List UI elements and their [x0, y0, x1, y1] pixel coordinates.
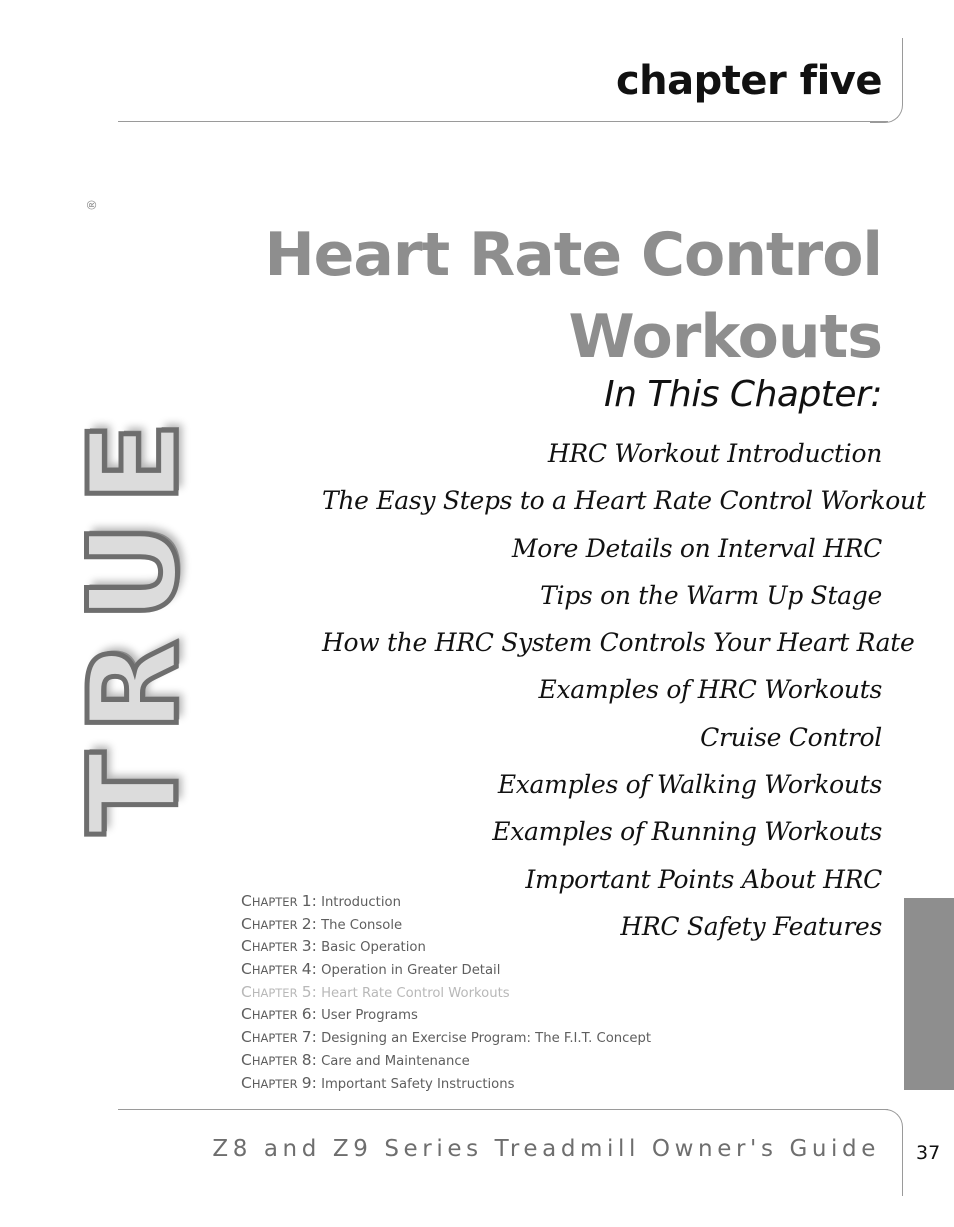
- footer-rule: [118, 1109, 888, 1110]
- registered-mark: ®: [85, 199, 99, 211]
- chapter-label-rest: HAPTER: [251, 917, 298, 932]
- chapter-title: Designing an Exercise Program: The F.I.T. Concept: [321, 1031, 652, 1047]
- chapter-number: 2:: [301, 914, 317, 933]
- chapter-link-4[interactable]: [241, 958, 651, 981]
- chapter-label-initial: C: [241, 1028, 252, 1047]
- contents-item[interactable]: Examples of Walking Workouts: [497, 770, 882, 800]
- chapter-label-initial: C: [241, 1073, 252, 1092]
- chapter-title: Introduction: [321, 895, 401, 910]
- contents-item[interactable]: Examples of HRC Workouts: [538, 675, 882, 705]
- chapter-link-1[interactable]: [241, 890, 651, 913]
- title-line-2: Workouts: [568, 302, 882, 372]
- chapter-label-rest: HAPTER: [251, 895, 298, 909]
- chapter-link-2[interactable]: [241, 913, 651, 936]
- chapter-label-initial: C: [241, 982, 252, 1001]
- chapter-label-rest: HAPTER: [251, 985, 298, 1000]
- chapter-navigation: [241, 890, 651, 1094]
- page-number: 37: [916, 1142, 941, 1164]
- chapter-number: 4:: [301, 960, 317, 979]
- chapter-label-rest: HAPTER: [251, 1008, 298, 1023]
- chapter-title: Basic Operation: [321, 940, 426, 956]
- page-title: [262, 214, 882, 378]
- footer-bracket: [884, 1109, 903, 1196]
- chapter-label-initial: C: [241, 892, 252, 910]
- chapter-number: 1:: [301, 892, 317, 910]
- contents-item[interactable]: More Details on Interval HRC: [511, 533, 882, 563]
- chapter-label-initial: C: [241, 960, 252, 979]
- chapter-title: Heart Rate Control Workouts: [321, 985, 510, 1001]
- title-line-1: Heart Rate Control: [264, 220, 882, 290]
- chapter-title: Operation in Greater Detail: [321, 963, 501, 979]
- chapter-label-rest: HAPTER: [251, 963, 298, 978]
- chapter-side-tab: [904, 898, 954, 1090]
- logo-text: TRUE: [63, 403, 205, 835]
- contents-item[interactable]: Important Points About HRC: [525, 864, 882, 894]
- chapter-title: User Programs: [321, 1008, 418, 1024]
- chapter-title: Care and Maintenance: [321, 1053, 470, 1069]
- contents-item[interactable]: Cruise Control: [700, 722, 882, 752]
- chapter-title: The Console: [321, 917, 403, 933]
- contents-item[interactable]: Examples of Running Workouts: [492, 817, 882, 847]
- chapter-label: chapter five: [615, 58, 882, 104]
- chapter-number: 5:: [301, 982, 317, 1001]
- chapter-number: 3:: [301, 937, 317, 956]
- chapter-link-8[interactable]: [241, 1049, 651, 1072]
- contents-item[interactable]: Tips on the Warm Up Stage: [540, 580, 882, 610]
- chapter-label-rest: HAPTER: [251, 1053, 298, 1068]
- contents-item[interactable]: HRC Workout Introduction: [547, 439, 882, 468]
- true-logo: [63, 196, 205, 1042]
- chapter-number: 8:: [301, 1050, 317, 1069]
- guide-title: Z8 and Z9 Series Treadmill Owner's Guide: [212, 1136, 880, 1162]
- chapter-label-initial: C: [241, 1005, 252, 1024]
- chapter-link-3[interactable]: [241, 935, 651, 958]
- contents-item[interactable]: The Easy Steps to a Heart Rate Control Workout: [322, 486, 926, 516]
- chapter-number: 9:: [301, 1073, 317, 1092]
- chapter-link-7[interactable]: [241, 1026, 651, 1049]
- chapter-link-5[interactable]: [241, 981, 651, 1004]
- chapter-link-9[interactable]: [241, 1072, 651, 1095]
- chapter-label-rest: HAPTER: [251, 940, 298, 955]
- header-rule: [118, 121, 888, 122]
- chapter-label-rest: HAPTER: [251, 1076, 298, 1091]
- contents-item[interactable]: How the HRC System Controls Your Heart Rate: [322, 628, 915, 658]
- chapter-link-6[interactable]: [241, 1003, 651, 1026]
- chapter-contents-list: [322, 430, 926, 950]
- chapter-number: 6:: [301, 1005, 317, 1024]
- chapter-title: Important Safety Instructions: [321, 1076, 515, 1092]
- chapter-label-initial: C: [241, 914, 252, 933]
- chapter-number: 7:: [301, 1028, 317, 1047]
- chapter-label-initial: C: [241, 1050, 252, 1069]
- in-this-chapter-heading: In This Chapter:: [604, 374, 882, 415]
- contents-item[interactable]: HRC Safety Features: [620, 911, 882, 941]
- chapter-label-rest: HAPTER: [251, 1031, 298, 1046]
- chapter-label-initial: C: [241, 937, 252, 956]
